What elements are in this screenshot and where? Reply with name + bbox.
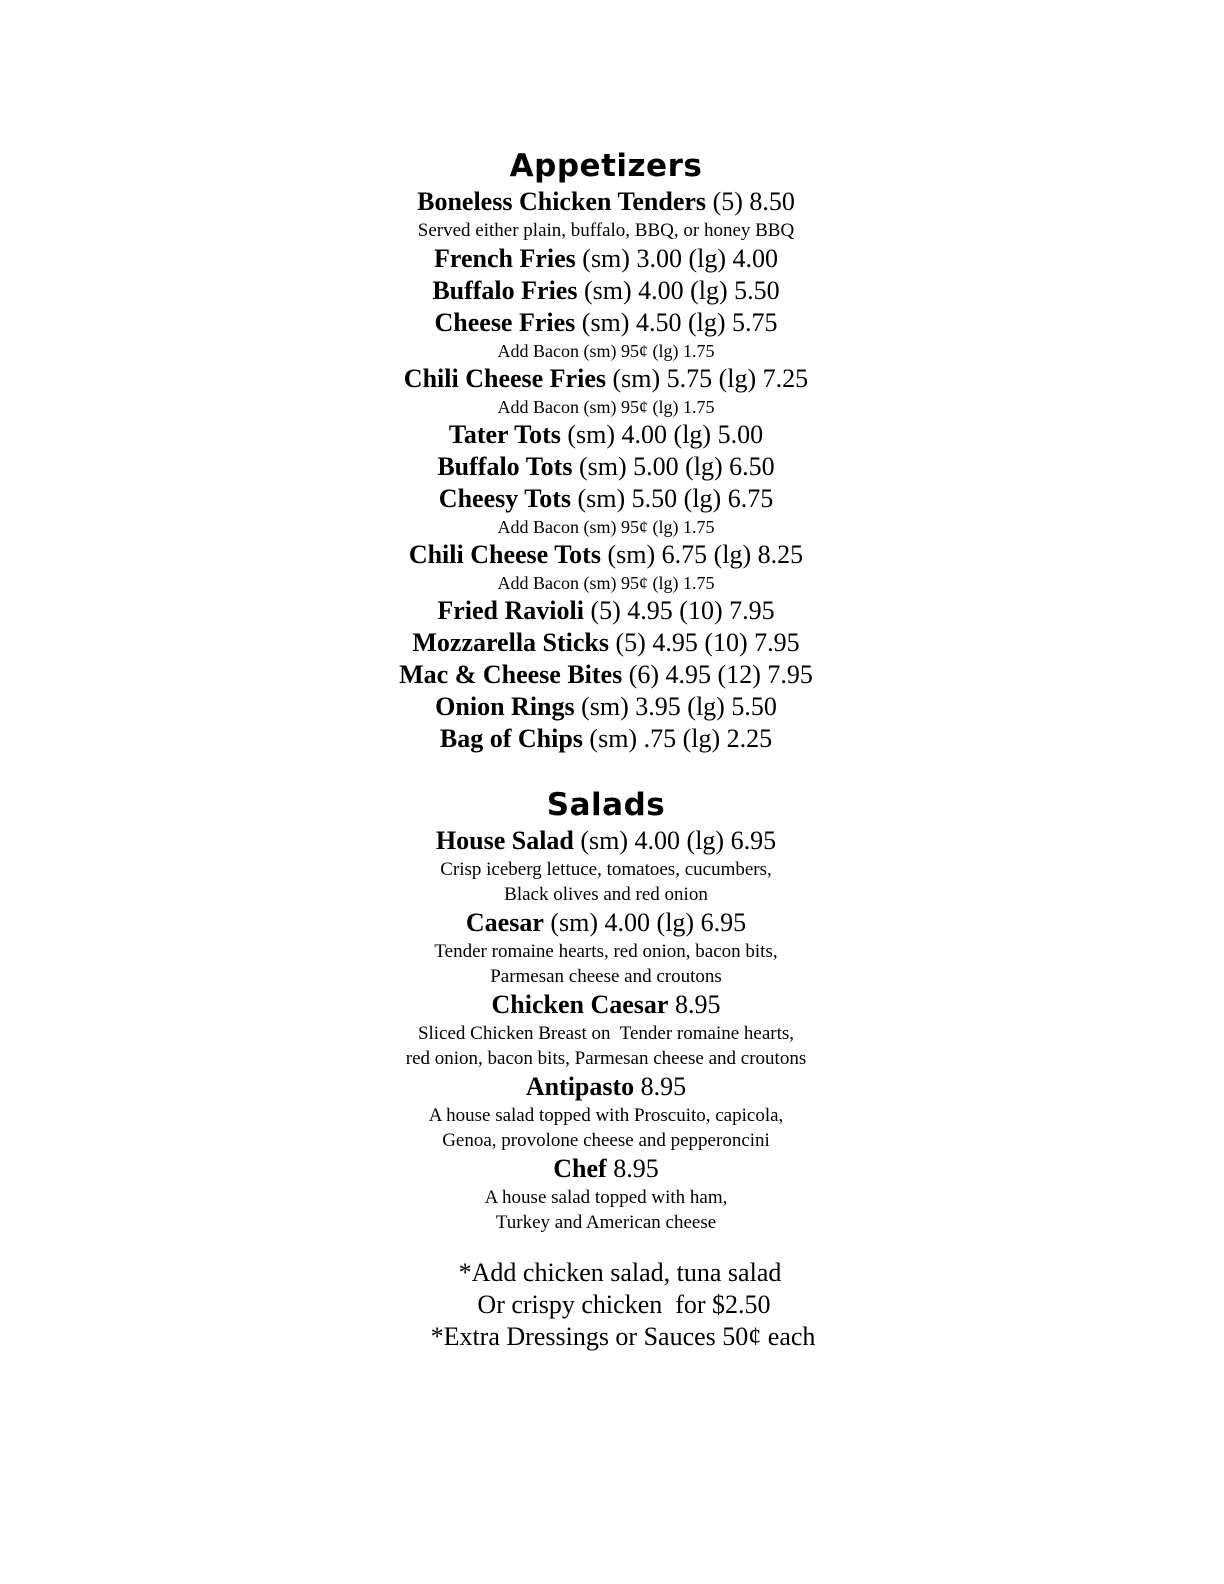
- item-description: A house salad topped with Proscuito, capicola,: [428, 1105, 784, 1126]
- item-price: (sm) 5.50 (lg) 6.75: [577, 484, 774, 513]
- menu-item: [0, 989, 1212, 1021]
- item-name: Onion Rings: [435, 692, 575, 721]
- item-description: Sliced Chicken Breast on Tender romaine hearts,: [417, 1023, 795, 1044]
- item-name: Cheesy Tots: [438, 484, 571, 513]
- menu-item: [0, 419, 1212, 451]
- item-price: (sm) 5.75 (lg) 7.25: [612, 364, 809, 393]
- item-name: Mac & Cheese Bites: [399, 660, 623, 689]
- menu-item: [0, 451, 1212, 483]
- item-price: (5) 4.95 (10) 7.95: [590, 596, 775, 625]
- item-name: French Fries: [434, 244, 576, 273]
- item-name: Chef: [553, 1154, 607, 1183]
- menu-item: [0, 907, 1212, 939]
- item-name: Fried Ravioli: [437, 596, 584, 625]
- item-price: (sm) 4.00 (lg) 5.00: [567, 420, 764, 449]
- item-price: 8.95: [674, 990, 721, 1019]
- item-price: (sm) 4.00 (lg) 6.95: [580, 826, 777, 855]
- item-price: (sm) 4.00 (lg) 5.50: [583, 276, 780, 305]
- note-line: *Add chicken salad, tuna salad: [458, 1258, 782, 1287]
- item-description: Add Bacon (sm) 95¢ (lg) 1.75: [497, 573, 715, 593]
- menu-item: [0, 627, 1212, 659]
- item-price: (sm) .75 (lg) 2.25: [589, 724, 773, 753]
- appetizers-title: Appetizers: [509, 148, 703, 184]
- item-name: Antipasto: [525, 1072, 635, 1101]
- item-name: Boneless Chicken Tenders: [417, 187, 707, 216]
- item-description: Genoa, provolone cheese and pepperoncini: [442, 1130, 770, 1151]
- item-name: Chicken Caesar: [491, 990, 669, 1019]
- menu-item: [0, 595, 1212, 627]
- salads-title: Salads: [546, 787, 666, 823]
- menu-page: [0, 146, 1212, 1353]
- menu-item: [0, 275, 1212, 307]
- item-description: Add Bacon (sm) 95¢ (lg) 1.75: [497, 341, 715, 361]
- item-description: A house salad topped with ham,: [484, 1187, 728, 1208]
- menu-item: [0, 723, 1212, 755]
- item-name: House Salad: [435, 826, 574, 855]
- item-price: (sm) 5.00 (lg) 6.50: [578, 452, 775, 481]
- item-price: (sm) 4.00 (lg) 6.95: [550, 908, 747, 937]
- item-price: (sm) 3.95 (lg) 5.50: [581, 692, 777, 721]
- item-name: Buffalo Tots: [437, 452, 573, 481]
- item-description: red onion, bacon bits, Parmesan cheese and croutons: [405, 1048, 807, 1069]
- item-name: Mozzarella Sticks: [412, 628, 609, 657]
- item-price: (sm) 6.75 (lg) 8.25: [607, 540, 804, 569]
- item-name: Caesar: [465, 908, 544, 937]
- item-price: 8.95: [613, 1154, 659, 1183]
- item-price: (sm) 3.00 (lg) 4.00: [582, 244, 778, 273]
- menu-item: [0, 659, 1212, 691]
- item-description: Turkey and American cheese: [495, 1212, 717, 1233]
- item-description: Tender romaine hearts, red onion, bacon bits,: [434, 941, 778, 962]
- item-name: Tater Tots: [448, 420, 561, 449]
- menu-item: [0, 483, 1212, 515]
- menu-item: [0, 363, 1212, 395]
- menu-item: [0, 243, 1212, 275]
- menu-item: [0, 539, 1212, 571]
- menu-item: [0, 186, 1212, 218]
- item-price: 8.95: [640, 1072, 687, 1101]
- menu-item: [0, 825, 1212, 857]
- menu-item: [0, 307, 1212, 339]
- item-name: Bag of Chips: [439, 724, 583, 753]
- item-name: Cheese Fries: [434, 308, 576, 337]
- item-name: Chili Cheese Tots: [408, 540, 601, 569]
- item-description: Crisp iceberg lettuce, tomatoes, cucumbers,: [440, 859, 772, 880]
- item-price: (5) 8.50: [712, 187, 795, 216]
- note-line: Or crispy chicken for $2.50: [477, 1290, 771, 1319]
- menu-item: [0, 691, 1212, 723]
- menu-item: [0, 1071, 1212, 1103]
- item-description: Parmesan cheese and croutons: [490, 966, 722, 987]
- note-line: *Extra Dressings or Sauces 50¢ each: [430, 1322, 816, 1351]
- item-price: (6) 4.95 (12) 7.95: [628, 660, 813, 689]
- item-description: Black olives and red onion: [504, 884, 708, 905]
- item-description: Add Bacon (sm) 95¢ (lg) 1.75: [497, 397, 715, 417]
- menu-item: [0, 1153, 1212, 1185]
- item-description: Add Bacon (sm) 95¢ (lg) 1.75: [497, 517, 715, 537]
- menu-notes: [0, 1257, 1212, 1353]
- item-price: (sm) 4.50 (lg) 5.75: [581, 308, 778, 337]
- item-description: Served either plain, buffalo, BBQ, or honey BBQ: [417, 220, 795, 241]
- item-name: Buffalo Fries: [432, 276, 578, 305]
- item-price: (5) 4.95 (10) 7.95: [615, 628, 800, 657]
- item-name: Chili Cheese Fries: [403, 364, 606, 393]
